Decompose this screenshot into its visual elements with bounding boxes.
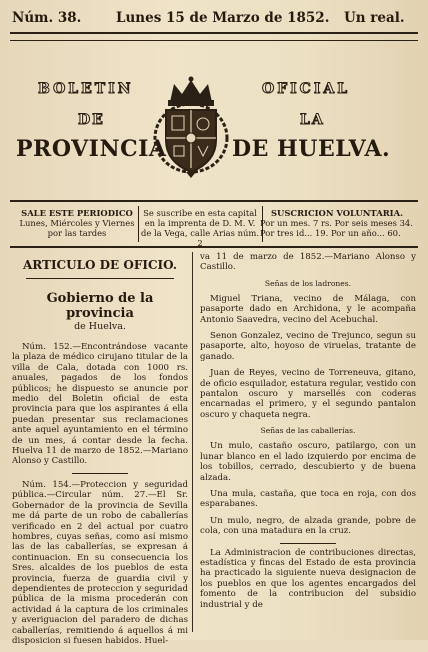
thief-1: Miguel Triana, vecino de Málaga, con pasaporte dado en Archidona, y le acompaña Antonio Saavedra, vecino del Acebuchal.: [200, 293, 416, 325]
title-la: LA: [300, 112, 325, 128]
title-boletin: BOLETIN: [38, 81, 134, 97]
section-rule: [26, 278, 174, 279]
issue-number: Núm. 38.: [12, 10, 82, 26]
short-rule: [280, 543, 336, 544]
section-title: ARTICULO DE OFICIO.: [22, 258, 178, 272]
thief-2: Senon Gonzalez, vecino de Trejunco, segun su pasaporte, alto, hoyoso de viruelas, tratante de ganado.: [200, 331, 416, 362]
title-de-huelva: DE HUELVA.: [232, 136, 391, 162]
decree-152: Núm. 152.—Encontrándose vacante la plaza de médico cirujano titular de la villa de Cala, dotada con 1000 rs. anuales, pagados de los fondos públicos; he dispuesto se anuncie por medio del Boletin oficial de esta provincia para que los aspirantes á ella puedan presentar sus reclamaciones ante aquel ayuntamiento en el término de un mes, á contar desde la fecha. Huelva 11 de marzo de 1852.—Mariano Alonso y Castillo.: [12, 342, 188, 467]
coat-of-arms-icon: [152, 76, 230, 178]
right-column: [200, 252, 416, 616]
animals-caption: Señas de las caballerías.: [260, 426, 356, 436]
subscription-place: Se suscribe en esta capital en la imprenta de D. M. V. de la Vega, calle Arias núm. 2: [141, 208, 259, 248]
issue-date: Lunes 15 de Marzo de 1852.: [116, 10, 330, 26]
masthead-rule: [10, 32, 418, 41]
animal-3: Un mulo, negro, de alzada grande, pobre de cola, con una matadura en la cruz.: [200, 515, 416, 537]
issue-price: Un real.: [344, 10, 405, 26]
signature-continued: va 11 de marzo de 1852.—Mariano Alonso y Castillo.: [200, 252, 416, 273]
title-provincia: PROVINCIA: [16, 136, 167, 162]
circular-154: Núm. 154.—Proteccion y seguridad pública.—Circular núm. 27.—El Sr. Gobernador de la provincia de Sevilla me dá parte de un robo de caballerías verificado en 2 del actual por cuatro hombres, cuyas señas, como así mismo las de las caballerías, se expresan á continuacion. En su consecuencia los Sres. alcaldes de los pueblos de esta provincia, fuerza de guardia civil y dependientes de proteccion y seguridad pública de la misma procederán con actividad á la captura de los criminales y averiguacion del paradero de dichas caballerías, remitiendo á aquellos á mi disposicion si fuesen habidos. Huel-: [12, 479, 188, 646]
animal-2: Una mula, castaña, que toca en roja, con dos esparabanes.: [200, 488, 416, 510]
thieves-caption: Señas de los ladrones.: [264, 278, 352, 288]
issue-row: [12, 10, 416, 30]
short-rule: [72, 473, 128, 474]
column-divider: [192, 252, 193, 632]
government-heading: Gobierno de la provincia: [46, 291, 154, 321]
title-de: DE: [78, 112, 105, 128]
publication-schedule: SALE ESTE PERIODICO Lunes, Miércoles y Viernes por las tardes: [19, 208, 135, 238]
administration-notice: La Administracion de contribuciones directas, estadística y fincas del Estado de esta provincia ha practicado la siguiente nueva designacion de los pueblos en que los agentes encargados del fomento de la contribucion del subsidio industrial y de: [200, 547, 416, 610]
title-oficial: OFICIAL: [262, 81, 351, 97]
animal-1: Un mulo, castaño oscuro, patilargo, con un lunar blanco en el lado izquierdo por encima de los tobillos, cerrado, descubierto y de buena alzada.: [200, 441, 416, 483]
thief-3: Juan de Reyes, vecino de Torreneuva, gitano, de oficio esquilador, estatura regular, vestido con pantalon oscuro y marsellés con coderas encarnadas el primero, y el segundo pantalon oscuro y chaqueta negra.: [200, 368, 416, 420]
government-subheading: de Huelva.: [74, 321, 126, 332]
box-divider: [138, 206, 139, 242]
subscription-box: [10, 200, 418, 248]
subscription-prices: SUSCRICION VOLUNTARIA. Por un mes. 7 rs. Por seis meses 34. Por tres id... 19. Por un año... 60.: [260, 208, 413, 238]
left-column: [12, 252, 188, 652]
